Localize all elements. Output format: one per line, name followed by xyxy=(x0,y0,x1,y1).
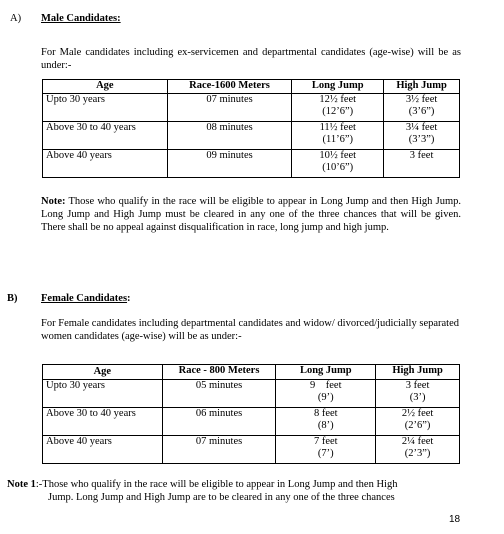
high-jump-cell: 3½ feet (3’6”) xyxy=(384,93,460,121)
race-cell: 07 minutes xyxy=(167,93,292,121)
high-jump-cell: 3 feet (3’) xyxy=(376,379,460,407)
table-header-row xyxy=(43,365,460,380)
long-jump-cell: 9 feet (9’) xyxy=(276,379,376,407)
age-cell: Above 40 years xyxy=(43,435,163,463)
long-jump-cell: 8 feet (8’) xyxy=(276,407,376,435)
race-cell: 08 minutes xyxy=(167,121,292,149)
section-b-note xyxy=(7,478,467,504)
high-jump-cell: 2½ feet (2’6”) xyxy=(376,407,460,435)
table-row xyxy=(43,435,460,463)
table-row xyxy=(43,407,460,435)
high-jump-cell: 3¼ feet (3’3”) xyxy=(384,121,460,149)
age-cell: Upto 30 years xyxy=(43,379,163,407)
table-row xyxy=(43,149,460,177)
section-b-heading-text: Female Candidates xyxy=(41,293,128,304)
table-row xyxy=(43,121,460,149)
long-jump-cell: 12½ feet (12’6”) xyxy=(292,93,384,121)
table-row xyxy=(43,93,460,121)
note-line-1: :-Those who qualify in the race will be eligible to appear in Long Jump and then High xyxy=(35,479,398,490)
header-race: Race - 800 Meters xyxy=(162,365,276,380)
header-high-jump: High Jump xyxy=(384,80,460,94)
female-standards-table xyxy=(42,364,460,464)
high-jump-cell: 2¼ feet (2’3”) xyxy=(376,435,460,463)
header-long-jump: Long Jump xyxy=(292,80,384,94)
section-b-intro: For Female candidates including departmental candidates and widow/ divorced/judicially separated women candidates (age-wise) will be as under:- xyxy=(41,318,459,342)
note-line-2: Jump. Long Jump and High Jump are to be cleared in any one of the three chances xyxy=(48,492,395,503)
note-text: Those who qualify in the race will be eligible to appear in Long Jump and then High Jump. Long Jump and High Jump must be cleared in any one of the three chances that will be given. There shall be no appeal against disqualification in race, long jump and high jump. xyxy=(41,196,461,233)
long-jump-cell: 7 feet (7’) xyxy=(276,435,376,463)
page-number: 18 xyxy=(449,514,461,525)
section-a-intro: For Male candidates including ex-servicemen and departmental candidates (age-wise) will be as under:- xyxy=(41,47,461,71)
age-cell: Above 30 to 40 years xyxy=(43,407,163,435)
header-age: Age xyxy=(43,80,168,94)
table-header-row xyxy=(43,80,460,94)
long-jump-cell: 10½ feet (10’6”) xyxy=(292,149,384,177)
section-a-note xyxy=(41,195,461,234)
note-label: Note 1 xyxy=(7,479,36,490)
age-cell: Upto 30 years xyxy=(43,93,168,121)
male-standards-table xyxy=(42,79,460,178)
race-cell: 09 minutes xyxy=(167,149,292,177)
header-race: Race-1600 Meters xyxy=(167,80,292,94)
note-label: Note: xyxy=(41,196,66,207)
race-cell: 06 minutes xyxy=(162,407,276,435)
section-b-heading xyxy=(41,292,131,305)
age-cell: Above 40 years xyxy=(43,149,168,177)
header-long-jump: Long Jump xyxy=(276,365,376,380)
header-high-jump: High Jump xyxy=(376,365,460,380)
header-age: Age xyxy=(43,365,163,380)
long-jump-cell: 11½ feet (11’6”) xyxy=(292,121,384,149)
section-b-marker: B) xyxy=(7,293,18,304)
race-cell: 07 minutes xyxy=(162,435,276,463)
section-a-marker: A) xyxy=(10,13,22,24)
high-jump-cell: 3 feet xyxy=(384,149,460,177)
section-b-heading-colon: : xyxy=(127,293,131,304)
table-row xyxy=(43,379,460,407)
age-cell: Above 30 to 40 years xyxy=(43,121,168,149)
race-cell: 05 minutes xyxy=(162,379,276,407)
section-a-heading: Male Candidates: xyxy=(41,13,121,24)
